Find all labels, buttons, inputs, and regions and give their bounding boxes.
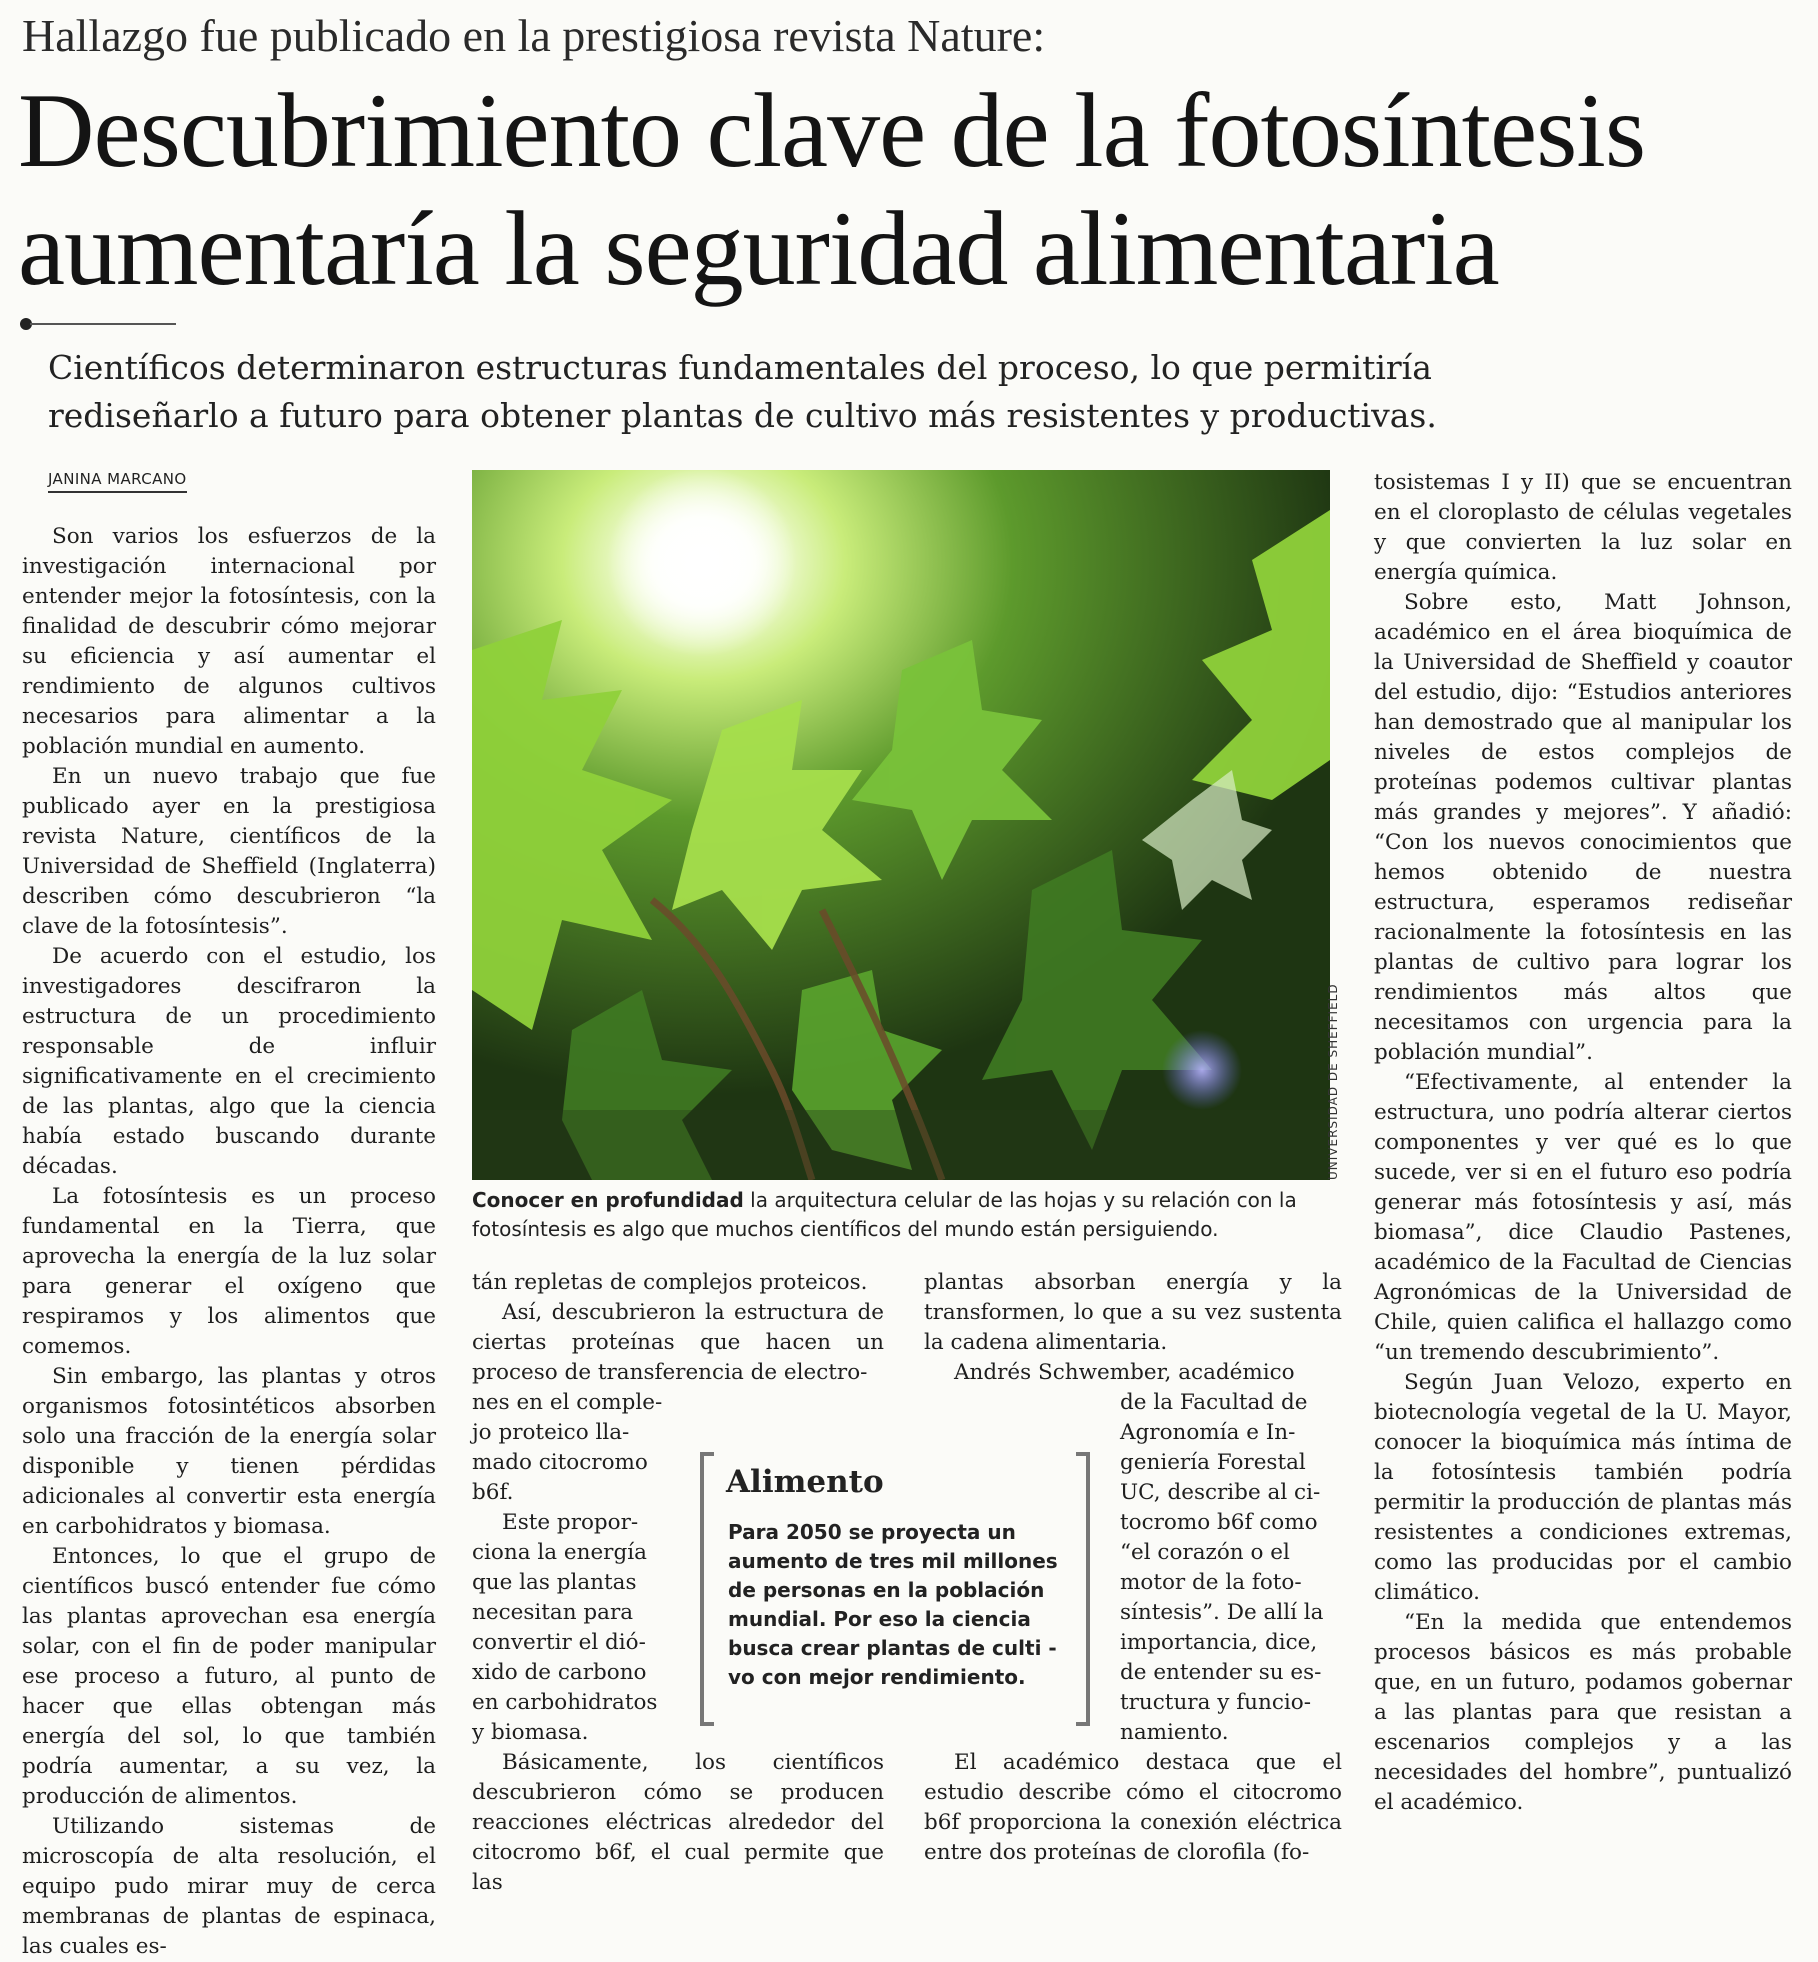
line: Agronomía e In- <box>1120 1420 1296 1445</box>
paragraph: La fotosíntesis es un proceso fundamental en la Tierra, que aprovecha la energía de la luz solar para generar el oxígeno que respiramos y los alimentos que comemos. <box>22 1184 436 1359</box>
photo-credit: UNIVERSIDAD DE SHEFFIELD <box>1326 983 1340 1180</box>
line: jo proteico lla- <box>472 1420 630 1445</box>
line: de la Facultad de <box>1120 1390 1308 1415</box>
paragraph: Así, descubrieron la estructura de ciertas proteínas que hacen un proceso de transferencia de electro- <box>472 1300 884 1385</box>
rule-line <box>30 323 176 325</box>
headline <box>18 72 1808 308</box>
sidebar-line: de personas en la población <box>728 1578 1045 1602</box>
paragraph: Básicamente, los científicos descubrieron cómo se producen reacciones eléctricas alrededor del citocromo b6f, el cual permite que las <box>472 1750 884 1895</box>
paragraph: El académico destaca que el estudio describe cómo el citocromo b6f proporciona la conexión eléctrica entre dos proteínas de clorofila (fo- <box>924 1750 1342 1865</box>
headline-line-2: aumentaría la seguridad alimentaria <box>18 190 1499 307</box>
caption-text: la arquitectura celular de las hojas y su relación con la fotosíntesis es algo que muchos científicos del mundo están persiguiendo. <box>472 1188 1297 1241</box>
line: tructura y funcio- <box>1120 1690 1311 1715</box>
sidebar-box <box>700 1452 1090 1726</box>
line: convertir el dió- <box>472 1630 646 1655</box>
body-column-1 <box>22 522 436 1962</box>
sidebar-line: aumento de tres mil millones <box>728 1549 1058 1573</box>
wrapped-text <box>472 1388 672 1748</box>
line: de entender su es- <box>1120 1660 1322 1685</box>
leaves-photo-illustration <box>472 470 1330 1180</box>
sidebar-line: mundial. Por eso la ciencia <box>728 1607 1031 1631</box>
line: b6f. <box>472 1480 514 1505</box>
paragraph: Sobre esto, Matt Johnson, académico en el área bioquímica de la Universidad de Sheffield y coautor del estudio, dijo: “Estudios anteriores han demostrado que al manipular los niveles de estos complejos de proteínas podemos cultivar plantas más grandes y mejores”. Y añadió: “Con los nuevos conocimientos que hemos obtenido de nuestra estructura, esperamos rediseñar racionalmente la fotosíntesis en las plantas de cultivo para lograr los rendimientos más altos que necesitamos con urgencia para la población mundial”. <box>1374 590 1792 1065</box>
headline-line-1: Descubrimiento clave de la fotosíntesis <box>18 72 1646 189</box>
line: necesitan para <box>472 1600 634 1625</box>
paragraph: Utilizando sistemas de microscopía de alta resolución, el equipo pudo mirar muy de cerca membranas de plantas de espinaca, las cuales es- <box>22 1814 436 1959</box>
deck-line-1: Científicos determinaron estructuras fundamentales del proceso, lo que permitiría <box>48 348 1432 387</box>
line: motor de la foto- <box>1120 1570 1302 1595</box>
paragraph: Entonces, lo que el grupo de científicos buscó entender fue cómo las plantas aprovechan esa energía solar, con el fin de poder manipular ese proceso a futuro, al punto de hacer que ellas obtengan más energía del sol, lo que también podría aumentar, a su vez, la producción de alimentos. <box>22 1544 436 1809</box>
line: en carbohidratos <box>472 1690 658 1715</box>
sidebar-line: vo con mejor rendimiento. <box>728 1665 1026 1689</box>
sidebar-line: Para 2050 se proyecta un <box>728 1520 1016 1544</box>
line: síntesis”. De allí la <box>1120 1600 1324 1625</box>
line: que las plantas <box>472 1570 637 1595</box>
line: nes en el comple- <box>472 1390 663 1415</box>
kicker: Hallazgo fue publicado en la prestigiosa revista Nature: <box>22 10 1046 61</box>
line: tocromo b6f como <box>1120 1510 1318 1535</box>
line: geniería Forestal <box>1120 1450 1306 1475</box>
line: y biomasa. <box>472 1720 589 1745</box>
caption-bold: Conocer en profundidad <box>472 1188 744 1212</box>
line: UC, describe al ci- <box>1120 1480 1321 1505</box>
paragraph: tosistemas I y II) que se encuentran en el cloroplasto de células vegetales y que convierten la luz solar en energía química. <box>1374 470 1792 585</box>
paragraph: “En la medida que entendemos procesos básicos es más probable que, en un futuro, podamos gobernar a las plantas para que resistan a escenarios complejos y a las necesidades del hombre”, puntualizó el académico. <box>1374 1610 1792 1815</box>
line: importancia, dice, <box>1120 1630 1318 1655</box>
paragraph: De acuerdo con el estudio, los investigadores descifraron la estructura de un procedimiento responsable de influir significativamente en el crecimiento de las plantas, algo que la ciencia había estado buscando durante décadas. <box>22 944 436 1179</box>
bracket-left <box>700 1452 714 1726</box>
line: Este propor- <box>502 1510 639 1535</box>
line: ciona la energía <box>472 1540 647 1565</box>
paragraph: tán repletas de complejos proteicos. <box>472 1270 868 1295</box>
paragraph: En un nuevo trabajo que fue publicado ayer en la prestigiosa revista Nature, científicos de la Universidad de Sheffield (Inglaterra) describen cómo descubrieron “la clave de la fotosíntesis”. <box>22 764 436 939</box>
photo-caption <box>472 1186 1342 1244</box>
deck <box>48 344 1788 440</box>
paragraph: Según Juan Velozo, experto en biotecnología vegetal de la U. Mayor, conocer la bioquímica más íntima de la fotosíntesis también podría permitir la producción de plantas más resistentes a condiciones extremas, como las producidas por el cambio climático. <box>1374 1370 1792 1605</box>
line: mado citocromo <box>472 1450 648 1475</box>
paragraph: Andrés Schwember, académico <box>954 1360 1295 1385</box>
sidebar-line: busca crear plantas de culti - <box>728 1636 1057 1660</box>
line: “el corazón o el <box>1120 1540 1290 1565</box>
wrapped-text <box>1120 1388 1342 1748</box>
deck-line-2: rediseñarlo a futuro para obtener plantas de cultivo más resistentes y productivas. <box>48 396 1437 435</box>
byline: JANINA MARCANO <box>48 470 187 493</box>
sidebar-text <box>728 1518 1066 1692</box>
paragraph: “Efectivamente, al entender la estructura, uno podría alterar ciertos componentes y ver qué es lo que sucede, ver si en el futuro eso podría generar más fotosíntesis y así, más biomasa”, dice Claudio Pastenes, académico de la Facultad de Ciencias Agronómicas de la Universidad de Chile, quien califica el hallazgo como “un tremendo descubrimiento”. <box>1374 1070 1792 1365</box>
sidebar-title: Alimento <box>726 1464 884 1500</box>
line: xido de carbono <box>472 1660 647 1685</box>
paragraph: Son varios los esfuerzos de la investigación internacional por entender mejor la fotosíntesis, con la finalidad de descubrir cómo mejorar su eficiencia y así aumentar el rendimiento de algunos cultivos necesarios para alimentar a la población mundial en aumento. <box>22 524 436 759</box>
bracket-right <box>1076 1452 1090 1726</box>
line: namiento. <box>1120 1720 1229 1745</box>
body-column-4 <box>1374 468 1792 1818</box>
article-photo <box>472 470 1330 1180</box>
paragraph: plantas absorban energía y la transformen, lo que a su vez sustenta la cadena alimentaria. <box>924 1270 1342 1355</box>
paragraph: Sin embargo, las plantas y otros organismos fotosintéticos absorben solo una fracción de la energía solar disponible y tienen pérdidas adicionales al convertir esta energía en carbohidratos y biomasa. <box>22 1364 436 1539</box>
